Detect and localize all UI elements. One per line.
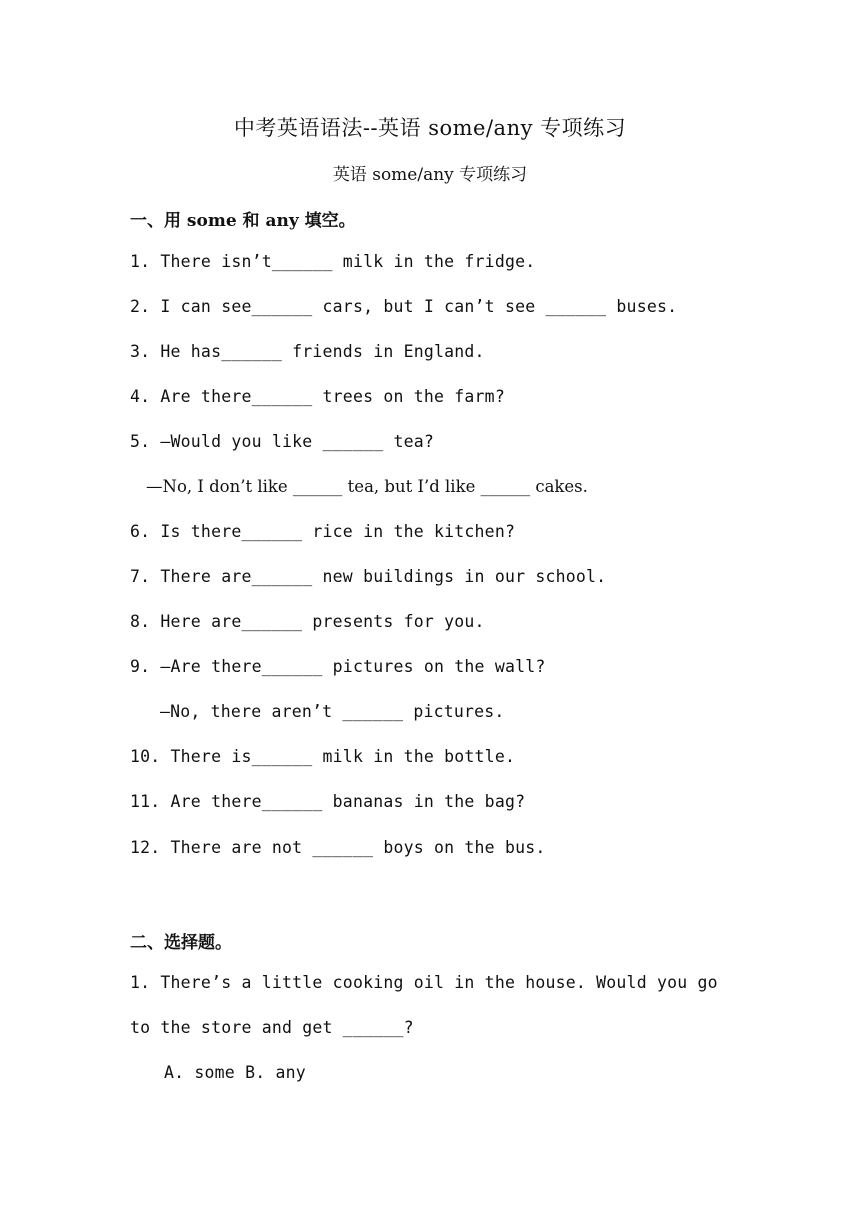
- exercise-line: 1. There’s a little cooking oil in the house. Would you go: [130, 973, 718, 992]
- choice-options: A. some B. any: [164, 1063, 306, 1082]
- document-title: 中考英语语法--英语 some/any 专项练习: [233, 116, 627, 140]
- exercise-line: 12. There are not ______ boys on the bus.: [130, 838, 546, 857]
- exercise-line: 3. He has______ friends in England.: [130, 342, 485, 361]
- exercise-line: —No, there aren’t ______ pictures.: [160, 702, 505, 721]
- exercise-line: 1. There isn’t______ milk in the fridge.: [130, 252, 536, 271]
- exercise-line: —No, I don’t like ______ tea, but I’d like ______ cakes.: [146, 477, 588, 496]
- exercise-line: 7. There are______ new buildings in our school.: [130, 567, 607, 586]
- exercise-line: 6. Is there______ rice in the kitchen?: [130, 522, 516, 541]
- section2-heading: 二、选择题。: [130, 933, 232, 953]
- exercise-line: 2. I can see______ cars, but I can’t see ______ buses.: [130, 297, 678, 316]
- exercise-line: 4. Are there______ trees on the farm?: [130, 387, 505, 406]
- exercise-line: 5. —Would you like ______ tea?: [130, 432, 435, 451]
- section1-heading: 一、用 some 和 any 填空。: [130, 211, 356, 231]
- exercise-line: 9. —Are there______ pictures on the wall?: [130, 657, 546, 676]
- exercise-line: 10. There is______ milk in the bottle.: [130, 747, 516, 766]
- exercise-line: 8. Here are______ presents for you.: [130, 612, 485, 631]
- exercise-line: to the store and get ______?: [130, 1018, 414, 1037]
- document-subtitle: 英语 some/any 专项练习: [332, 165, 528, 185]
- exercise-line: 11. Are there______ bananas in the bag?: [130, 792, 526, 811]
